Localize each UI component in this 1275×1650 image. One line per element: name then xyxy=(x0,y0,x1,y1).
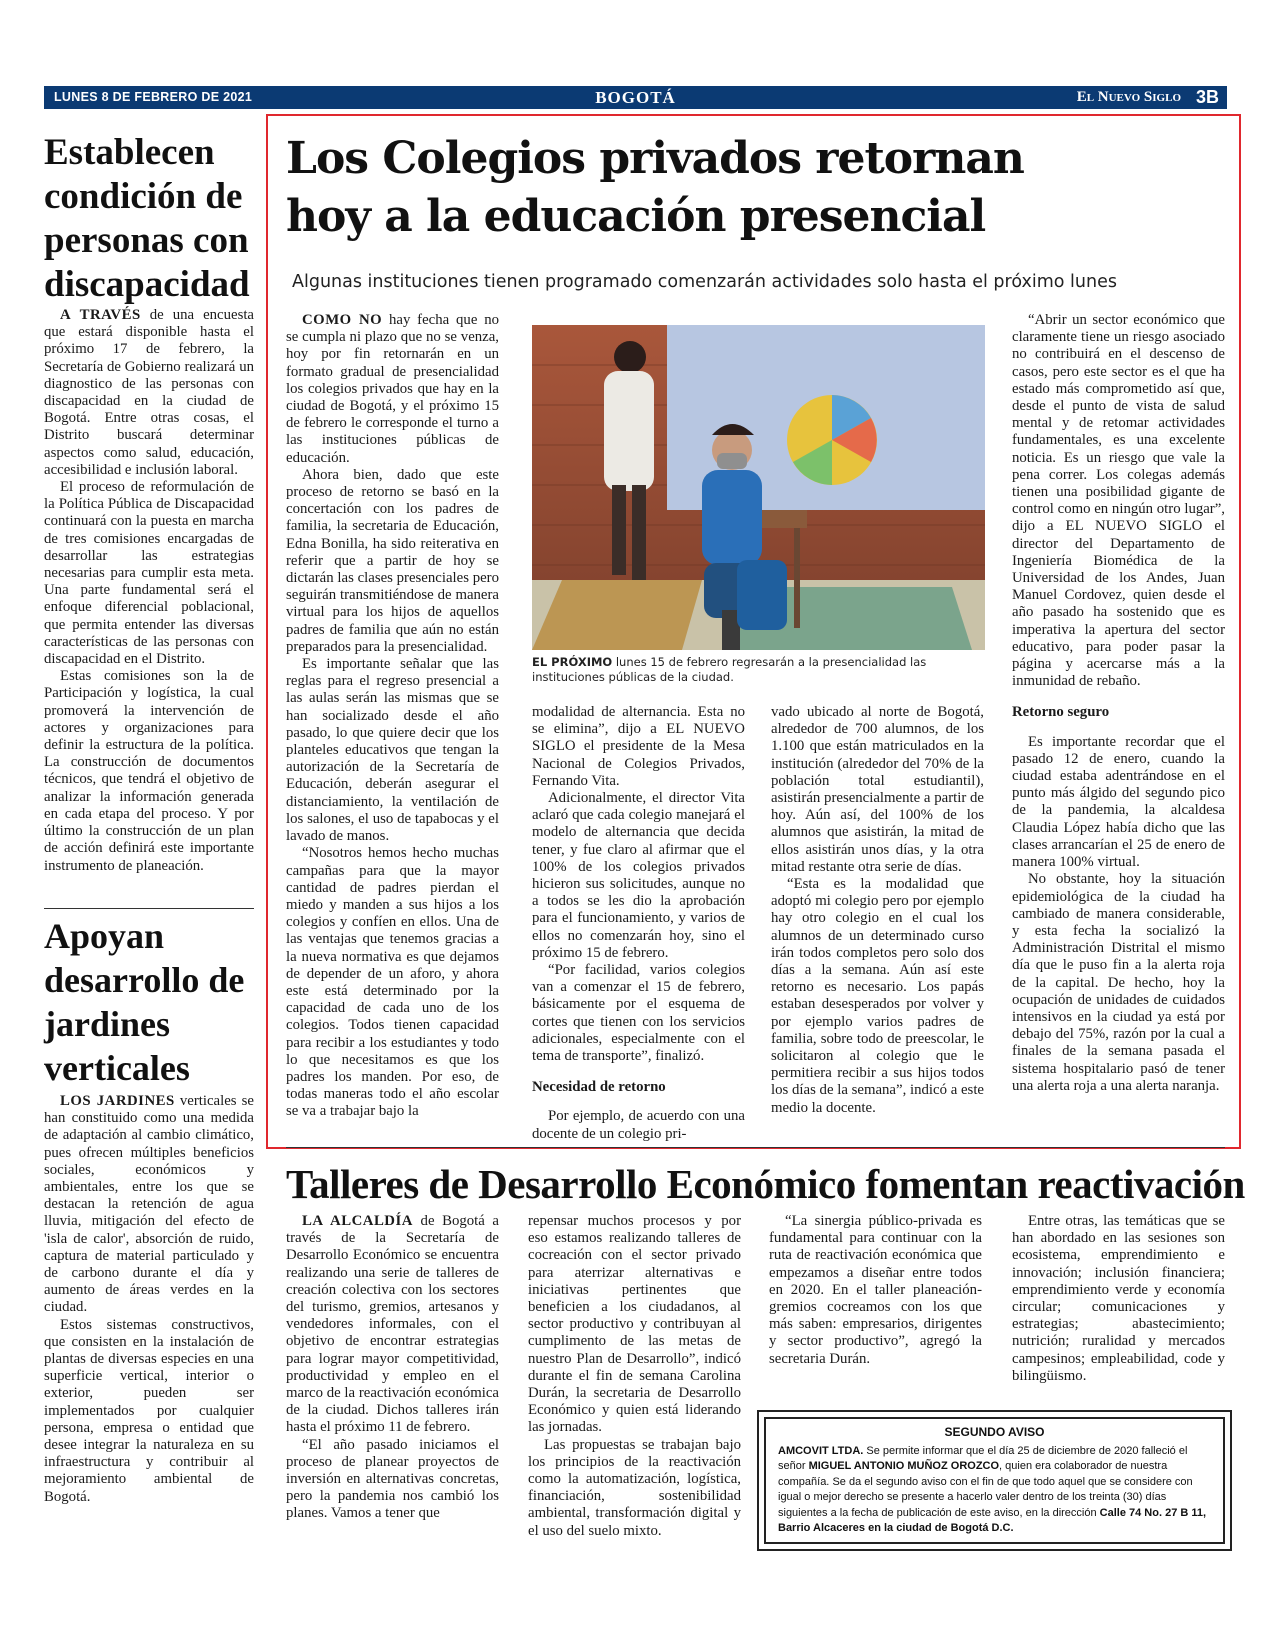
paragraph: El proceso de reformulación de la Política Pública de Discapacidad continuará con la puesta en marcha de tres comisiones encargadas de desarrollar las estrategias necesarias para cumplir esta meta. Una parte fundamental será el enfoque diferencial poblacional, que permita entender las diversas características de las personas con discapacidad en el Distrito. xyxy=(44,479,254,668)
subheading: Retorno seguro xyxy=(1012,704,1110,721)
paragraph: Es importante señalar que las reglas para el regreso presencial a las aulas serán las mismas que se han socializado desde el año pasado, lo que quiere decir que los planteles educativos que tengan la autorización de la Secretaría de Educación, deberán asegurar el distanciamiento, la ventilación de los salones, el uso de tapabocas y el lavado de manos. xyxy=(286,656,499,845)
second-column-2 xyxy=(528,1213,741,1540)
photo-caption: EL PRÓXIMO lunes 15 de febrero regresarán a la presencialidad las instituciones públicas de la ciudad. xyxy=(532,655,927,684)
section-name: BOGOTÁ xyxy=(595,88,676,107)
notice-text: AMCOVIT LTDA. Se permite informar que el día 25 de diciembre de 2020 falleció el señor MIGUEL ANTONIO MUÑOZ OROZCO, quien era colaborador de nuestra compañía. Se da el segundo aviso con el fin de que todo aquel que se considere con igual o mejor derecho se presente a hacerlo valer dentro de los treinta (30) días siguientes a la fecha de publicación de este aviso, en la dirección Calle 74 No. 27 B 11, Barrio Alcaceres en la ciudad de Bogotá D.C. xyxy=(778,1444,1207,1534)
main-column-1: COMO NO hay fecha que no se cumpla ni plazo que no se venza, hoy por fin retornarán en un formato gradual de presencialidad los colegios privados que hay en la ciudad de Bogotá, y el próximo 15 de febrero le corresponde el turno a las instituciones públicas de educación. Ahora bien, dado que este proceso de retorno se basó en la concertación con los padres de familia, la secretaria de Educación, Edna Bonilla, ha sido reiterativa en referir que a partir de hoy se dictarán las clases presenciales pero seguirán transmitiéndose de manera virtual para los hijos de aquellos padres de familia que aún no están preparados para la presencialidad. Es importante señalar que las reglas para el regreso presencial a las aulas serán las mismas que se han socializado desde el año pasado, lo que quiere decir que los planteles educativos que tengan la autorización de la Secretaría de Educación, deberán asegurar el distanciamiento, la ventilación de los salones, el uso de tapabocas y el lavado de manos. “Nosotros hemos hecho muchas campañas para que la mayor cantidad de padres pierdan el miedo y manden a sus hijos a los colegios y confíen en ellos. Una de las ventajas que tenemos gracias a la nueva normativa es que dejamos de depender de un aforo, y ahora este está determinado por la capacidad de cada uno de los colegios. Todos tienen capacidad para recibir a los estudiantes y todo lo que necesitamos es que los padres los manden. Por eso, de todas maneras todo el año escolar se va a trabajar bajo la xyxy=(286,312,499,1120)
newspaper-brand: El Nuevo Siglo xyxy=(1076,89,1181,105)
lead-in: LA ALCALDÍA xyxy=(302,1213,413,1229)
second-article-header xyxy=(286,1161,1245,1207)
main-deck: Algunas instituciones tienen programado comenzarán actividades solo hasta el próximo lunes xyxy=(292,272,1117,292)
main-headline: Los Colegios privados retornan hoy a la educación presencial xyxy=(286,133,1024,242)
issue-date: LUNES 8 DE FEBRERO DE 2021 xyxy=(54,90,253,104)
paragraph: “El año pasado iniciamos el proceso de planear proyectos de inversión en alternativas concretas, pero la pandemia nos cambió los planes. Vamos a tener que xyxy=(286,1436,499,1522)
article-photo xyxy=(532,325,985,650)
main-column-3 xyxy=(771,704,984,1117)
caption-lead: EL PRÓXIMO xyxy=(532,655,613,669)
legal-notice xyxy=(764,1417,1225,1544)
paragraph: Adicionalmente, el director Vita aclaró que cada colegio manejará el modelo de alternancia que decida tener, y fue claro al afirmar que el 100% de los colegios privados hicieron sus solicitudes, aunque no a todos se les dio la aprobación para el funcionamiento, y varios de ellos no comenzarán hoy, sino el próximo 15 de febrero. xyxy=(532,790,745,961)
lead-in: LOS JARDINES xyxy=(60,1093,175,1109)
page-header-bar xyxy=(44,86,1227,109)
sidebar-headline: Apoyan desarrollo de jardines verticales xyxy=(44,916,245,1088)
main-column-2 xyxy=(532,704,745,1143)
sidebar-article-jardines xyxy=(44,914,254,1090)
paragraph: “Por facilidad, varios colegios van a comenzar el 15 de febrero, básicamente por el esquema de cortes que tienen con los servicios adicionales, especialmente con el tema de transporte”, finalizó. xyxy=(532,962,745,1065)
paragraph: repensar muchos procesos y por eso estamos realizando talleres de cocreación con el sector privado para aterrizar alternativas e iniciativas pertinentes que beneficien a los ciudadanos, al sector productivo y contribuyan al cumplimento de las metas de nuestro Plan de Desarrollo”, indicó durante el fin de semana Carolina Durán, la secretaria de Desarrollo Económico y quien está liderando las jornadas. xyxy=(528,1213,741,1436)
paragraph: Es importante recordar que el pasado 12 de enero, cuando la ciudad estaba adentrándose en el punto más álgido del segundo pico de la pandemia, la alcaldesa Claudia López había dicho que las clases arrancarían el 25 de enero de manera 100% virtual. xyxy=(1012,733,1225,871)
main-column-4 xyxy=(1012,312,1225,1095)
paragraph: Estos sistemas constructivos, que consisten en la instalación de plantas de diversas especies en una superficie vertical, interior o exterior, pueden ser implementados por cualquier persona, empresa o entidad que desee integrar la naturaleza en su infraestructura y contribuir al mejoramiento ambiental de Bogotá. xyxy=(44,1316,254,1505)
paragraph: “Nosotros hemos hecho muchas campañas para que la mayor cantidad de padres pierdan el miedo y manden a sus hijos a los colegios y confíen en ellos. Una de las ventajas que tenemos gracias a la nueva normativa es que dejamos de depender de un aforo, y ahora este está determinado por la capacidad de cada uno de los colegios. Todos tienen capacidad para recibir a los estudiantes y todo lo que necesitamos es que los padres los manden. Por eso, de todas maneras todo el año escolar se va a trabajar bajo la xyxy=(286,845,499,1120)
paragraph: Las propuestas se trabajan bajo los principios de la reactivación como la automatización, logística, financiación, sostenibilidad ambiental, transformación digital y el uso del suelo mixto. xyxy=(528,1436,741,1539)
lead-in: COMO NO xyxy=(302,312,383,328)
paragraph: No obstante, hoy la situación epidemiológica de la ciudad ha cambiado de manera considerable, y esta fecha la socializó la Administración Distrital el mismo día que le puso fin a la alerta roja de la capital. De hecho, hoy la ocupación de unidades de cuidados intensivos en la ciudad ya está por debajo del 75%, razón por la cual a finales de la semana pasada el sistema hospitalario pasó de tener una alerta roja a una alerta naranja. xyxy=(1012,871,1225,1094)
paragraph: Ahora bien, dado que este proceso de retorno se basó en la concertación con los padres de familia, la secretaria de Educación, Edna Bonilla, ha sido reiterativa en referir que a partir de hoy se dictarán las clases presenciales pero seguirán transmitiéndose de manera virtual para los hijos de aquellos padres de familia que aún no están preparados para la presencialidad. xyxy=(286,466,499,655)
paragraph: “Esta es la modalidad que adoptó mi colegio pero por ejemplo hay otro colegio en el cual los alumnos de un determinado curso irán todos completos pero solo dos días a la semana. Aún así este retorno es necesario. Los papás estaban desesperados por volver y por ejemplo varios padres de familia, sobre todo de preescolar, le solicitaron al colegio que le permitiera recibir a sus hijos todos los días de la semana”, indicó a este medio la docente. xyxy=(771,876,984,1116)
main-article-header xyxy=(286,130,1046,246)
divider xyxy=(44,908,254,909)
second-column-1: LA ALCALDÍA de Bogotá a través de la Secretaría de Desarrollo Económico se encuentra realizando una serie de talleres de creación colectiva con los sectores del turismo, gremios, artesanos y vendedores informales, con el objetivo de encontrar estrategias para lograr mayor competitividad, productividad y empleo en el marco de la reactivación económica de la ciudad. Dichos talleres irán hasta el próximo 11 de febrero. “El año pasado iniciamos el proceso de planear proyectos de inversión en alternativas concretas, pero la pandemia nos cambió los planes. Vamos a tener que xyxy=(286,1213,499,1522)
classroom-photo-illustration xyxy=(532,325,985,650)
paragraph: Estas comisiones son la de Participación y logística, la cual promoverá la intervención de actores y organizaciones para definir la estructura de la política. La construcción de documentos técnicos, que tendrá el objetivo de analizar la información generada en cada etapa del proceso. Y por último la construcción de un plan de acción definirá este importante instrumento de planeación. xyxy=(44,668,254,874)
paragraph: Por ejemplo, de acuerdo con una docente de un colegio pri- xyxy=(532,1108,745,1142)
sidebar-headline: Establecen condición de personas con discapacidad xyxy=(44,132,250,305)
sidebar-article-discapacidad xyxy=(44,131,254,307)
paragraph: Entre otras, las temáticas que se han abordado en las sesiones son ecosistema, emprendimiento e innovación; inclusión financiera; emprendimiento verde y economía circular; comunicaciones y estrategias; abastecimiento; nutrición; ruralidad y mercados campesinos; empleabilidad, code y bilingüismo. xyxy=(1012,1213,1225,1384)
sidebar-body: LOS JARDINES verticales se han constituido como una medida de adaptación al cambio climático, pues ofrecen múltiples beneficios sociales, económicos y ambientales, entre los que se destacan la retención de agua lluvia, mitigación del efecto de 'isla de calor', absorción de ruido, captura de material particulado y de carbono durante el día y aumento de áreas verdes en la ciudad. Estos sistemas constructivos, que consisten en la instalación de plantas de diversas especies en una superficie vertical, interior o exterior, pueden ser implementados por cualquier persona, empresa o entidad que desee integrar la naturaleza en su infraestructura y contribuir al mejoramiento ambiental de Bogotá. xyxy=(44,1093,254,1505)
paragraph: “Abrir un sector económico que claramente tiene un riesgo asociado no contribuirá en el descenso de casos, pero este sector es el que ha estado más comprometido así que, desde el punto de vista de salud mental y de retomar actividades fundamentales, es una excelente noticia. Es un riesgo que vale la pena correr. Los colegas además tienen una posibilidad gigante de control como en ningún otro lugar”, dijo a EL NUEVO SIGLO el director del Departamento de Ingeniería Biomédica de la Universidad de los Andes, Juan Manuel Cordovez, quien desde el año pasado ha sostenido que es imperativa la apertura del sector educativo, para poder pasar la página y acercarse más a la inmunidad de rebaño. xyxy=(1012,312,1225,690)
paragraph: modalidad de alternancia. Esta no se elimina”, dijo a EL NUEVO SIGLO el presidente de la Mesa Nacional de Colegios Privados, Fernando Vita. xyxy=(532,704,745,789)
page-number: 3B xyxy=(1195,87,1219,107)
notice-title: SEGUNDO AVISO xyxy=(944,1425,1045,1439)
lead-in: A TRAVÉS xyxy=(60,307,141,323)
subheading: Necesidad de retorno xyxy=(532,1079,666,1096)
divider xyxy=(286,1147,1225,1148)
second-column-3 xyxy=(769,1213,982,1368)
second-column-4 xyxy=(1012,1213,1225,1385)
sidebar-body: A TRAVÉS de una encuesta que estará disponible hasta el próximo 17 de febrero, la Secretaría de Gobierno realizará un diagnostico de las personas con discapacidad en la ciudad de Bogotá. Entre otras cosas, el Distrito buscará determinar aspectos como salud, educación, accesibilidad e inclusión laboral. El proceso de reformulación de la Política Pública de Discapacidad continuará con la puesta en marcha de tres comisiones encargadas de desarrollar las estrategias necesarias para cumplir esta meta. Una parte fundamental será el enfoque diferencial poblacional, que permita entender las diversas características de las personas con discapacidad en el Distrito. Estas comisiones son la de Participación y logística, la cual promoverá la intervención de actores y organizaciones para definir la estructura de la política. La construcción de documentos técnicos, que tendrá el objetivo de analizar la información generada en cada etapa del proceso. Y por último la construcción de un plan de acción definirá este importante instrumento de planeación. xyxy=(44,307,255,874)
second-headline: Talleres de Desarrollo Económico fomentan reactivación xyxy=(286,1161,1245,1207)
paragraph: “La sinergia público-privada es fundamental para continuar con la ruta de reactivación económica que empezamos a diseñar entre todos en 2020. En el taller planeación-gremios cocreamos con los que más saben: empresarios, dirigentes y sector productivo”, agregó la secretaria Durán. xyxy=(769,1213,982,1367)
paragraph: vado ubicado al norte de Bogotá, alrededor de 700 alumnos, de los 1.100 que están matriculados en la institución (alrededor del 70% de la población total estudiantil), asistirán presencialmente a partir de hoy. Aún así, del 100% de los alumnos que asistirán, la mitad de ellos asistirán unos días, y la otra mitad restante otra serie de días. xyxy=(771,704,984,875)
